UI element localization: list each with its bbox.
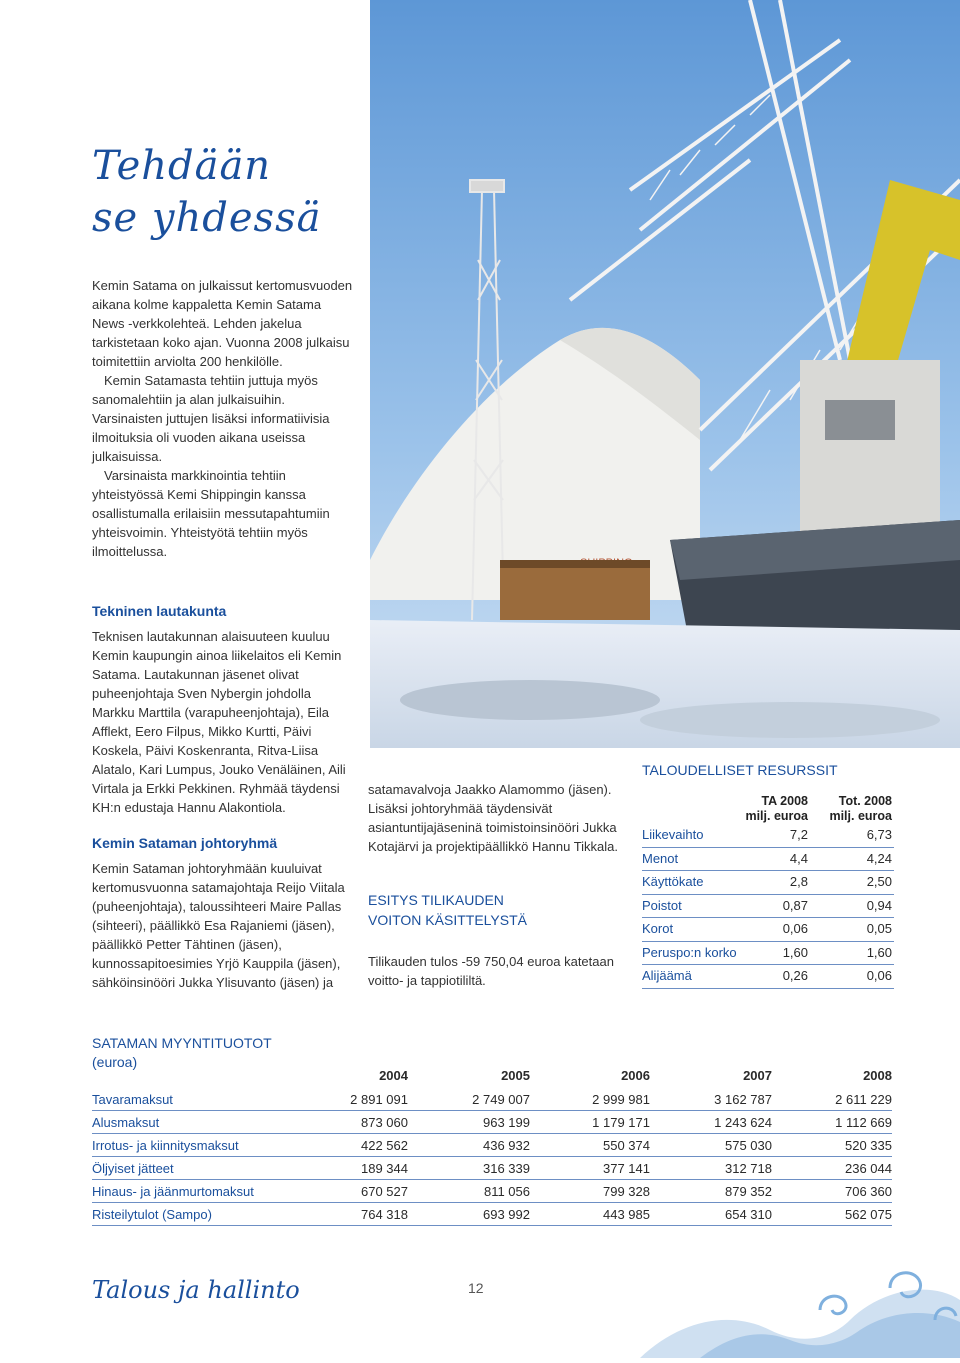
sales-row-label: Risteilytulot (Sampo) bbox=[92, 1207, 212, 1222]
warehouse bbox=[500, 560, 650, 620]
sales-row bbox=[92, 1088, 892, 1111]
ta-value: 4,4 bbox=[789, 850, 808, 866]
tot-value: 0,06 bbox=[866, 968, 892, 983]
ta-value: 7,2 bbox=[789, 827, 808, 842]
technical-committee-heading: Tekninen lautakunta bbox=[92, 603, 227, 619]
tot-2008-unit: milj. euroa bbox=[829, 809, 892, 823]
sales-value: 811 056 bbox=[483, 1184, 530, 1199]
sales-value: 422 562 bbox=[361, 1138, 408, 1153]
sales-value: 443 985 bbox=[603, 1207, 650, 1222]
sales-value: 436 932 bbox=[483, 1138, 530, 1153]
sales-value: 312 718 bbox=[725, 1161, 772, 1176]
tot-value: 0,05 bbox=[866, 921, 892, 936]
sales-value: 2 611 229 bbox=[835, 1092, 892, 1107]
section-title-footer: Talous ja hallinto bbox=[92, 1276, 300, 1304]
sales-value: 799 328 bbox=[603, 1184, 650, 1199]
sales-value: 550 374 bbox=[603, 1138, 650, 1153]
middle-column bbox=[368, 780, 618, 990]
intro-paragraph-1: Kemin Satama on julkaissut kertomusvuoden aikana kolme kappaletta Kemin Satama News -verkkolehteä. Lehden jakelua tarkistetaan koko ajan. Vuonna 2008 julkaisu toimitettiin arviolta 200 henkilölle. bbox=[92, 278, 353, 369]
harbour-photo bbox=[370, 0, 960, 748]
sales-value: 963 199 bbox=[483, 1115, 530, 1130]
row-label: Peruspo:n korko bbox=[642, 944, 737, 960]
ta-value: 0,26 bbox=[782, 968, 808, 983]
sales-value: 3 162 787 bbox=[714, 1092, 772, 1107]
financial-resources-heading: TALOUDELLISET RESURSSIT bbox=[642, 762, 838, 778]
ta-value: 2,8 bbox=[789, 874, 808, 889]
wave-icon bbox=[640, 1240, 960, 1358]
wave-decoration bbox=[640, 1240, 960, 1358]
resources-column-headers bbox=[642, 794, 894, 824]
resources-row bbox=[642, 965, 894, 989]
page-number: 12 bbox=[468, 1280, 484, 1296]
management-board-heading: Kemin Sataman johtoryhmä bbox=[92, 835, 278, 851]
row-label: Liikevaihto bbox=[642, 827, 704, 842]
sales-value: 575 030 bbox=[725, 1138, 772, 1153]
row-label: Käyttökate bbox=[642, 874, 704, 889]
resources-row bbox=[642, 824, 894, 848]
sales-heading-line-1: SATAMAN MYYNTITUOTOT bbox=[92, 1035, 272, 1051]
sales-row-label: Hinaus- ja jäänmurtomaksut bbox=[92, 1184, 254, 1199]
sales-row bbox=[92, 1157, 892, 1180]
sales-value: 879 352 bbox=[725, 1184, 772, 1199]
row-label: Alijäämä bbox=[642, 968, 692, 983]
sales-row bbox=[92, 1134, 892, 1157]
technical-committee-section bbox=[92, 602, 354, 817]
year-header-row bbox=[92, 1066, 892, 1088]
row-label: Korot bbox=[642, 921, 674, 936]
sales-value: 562 075 bbox=[845, 1207, 892, 1222]
sales-value: 1 243 624 bbox=[714, 1115, 772, 1130]
resources-row bbox=[642, 871, 894, 895]
sales-value: 873 060 bbox=[361, 1115, 408, 1130]
intro-text bbox=[92, 276, 354, 561]
crane-cabin bbox=[800, 360, 940, 550]
tot-value: 2,50 bbox=[866, 874, 892, 889]
resources-row bbox=[642, 918, 894, 942]
sales-value: 764 318 bbox=[361, 1207, 408, 1222]
year-header: 2007 bbox=[743, 1068, 772, 1083]
cabin-window bbox=[825, 400, 895, 440]
profit-heading-line-1: ESITYS TILIKAUDEN bbox=[368, 892, 504, 908]
tot-2008-label: Tot. 2008 bbox=[838, 794, 892, 808]
sales-value: 520 335 bbox=[845, 1138, 892, 1153]
ta-2008-header bbox=[745, 794, 808, 824]
ta-value: 0,87 bbox=[782, 897, 808, 913]
title-line-1: Tehdään bbox=[92, 143, 272, 189]
sales-value: 693 992 bbox=[483, 1207, 530, 1222]
sales-value: 2 999 981 bbox=[592, 1092, 650, 1107]
resources-row bbox=[642, 942, 894, 966]
harbour-scene bbox=[370, 0, 960, 748]
sales-row bbox=[92, 1180, 892, 1203]
resources-row bbox=[642, 895, 894, 919]
tot-value: 0,94 bbox=[866, 897, 892, 913]
management-board-section bbox=[92, 834, 354, 992]
warehouse-roof bbox=[500, 560, 650, 568]
sales-value: 706 360 bbox=[845, 1184, 892, 1199]
tot-value: 4,24 bbox=[866, 850, 892, 866]
ta-value: 0,06 bbox=[782, 921, 808, 936]
year-header: 2004 bbox=[379, 1068, 408, 1083]
profit-heading-line-2: VOITON KÄSITTELYSTÄ bbox=[368, 912, 527, 928]
tot-2008-header bbox=[829, 794, 892, 824]
sales-value: 189 344 bbox=[361, 1161, 408, 1176]
resources-row bbox=[642, 848, 894, 872]
sales-value: 236 044 bbox=[845, 1161, 892, 1176]
snow-shadow bbox=[400, 680, 660, 720]
year-header: 2006 bbox=[621, 1068, 650, 1083]
row-label: Menot bbox=[642, 850, 679, 866]
title-line-2: se yhdessä bbox=[92, 195, 322, 241]
sales-row bbox=[92, 1111, 892, 1134]
tot-value: 6,73 bbox=[866, 827, 892, 842]
board-continued-text: satamavalvoja Jaakko Alamommo (jäsen). Lisäksi johtoryhmää täydensivät asiantuntijajäseninä toimistoinsinööri Jukka Kotajärvi ja projektipäällikkö Hannu Tikkala. bbox=[368, 782, 619, 854]
year-header: 2005 bbox=[501, 1068, 530, 1083]
sales-value: 1 112 669 bbox=[835, 1115, 892, 1130]
sales-value: 654 310 bbox=[725, 1207, 772, 1222]
year-header: 2008 bbox=[863, 1068, 892, 1083]
sales-value: 2 891 091 bbox=[350, 1092, 408, 1107]
page-title bbox=[92, 140, 321, 244]
sales-row-label: Irrotus- ja kiinnitysmaksut bbox=[92, 1138, 239, 1153]
result-text: Tilikauden tulos -59 750,04 euroa katetaan voitto- ja tappiotililtä. bbox=[368, 954, 614, 988]
sales-value: 1 179 171 bbox=[592, 1115, 650, 1130]
sales-row-label: Alusmaksut bbox=[92, 1115, 160, 1130]
snow-shadow-2 bbox=[640, 702, 940, 738]
management-board-text: Kemin Sataman johtoryhmään kuuluivat kertomusvuonna satamajohtaja Reijo Viitala (puheenjohtaja), taloussihteeri Maire Pallas (sihteeri), päällikkö Esa Rajaniemi (jäsen), päällikkö Petter Tähtinen (jäsen), kunnossapitoesimies Yrjö Kauppila (jäsen), sähköinsinööri Jukka Ylisuvanto (jäsen) ja bbox=[92, 861, 345, 990]
sales-value: 670 527 bbox=[361, 1184, 408, 1199]
sales-revenue-table bbox=[92, 1034, 892, 1226]
ta-value: 1,60 bbox=[782, 944, 808, 960]
sales-value: 2 749 007 bbox=[472, 1092, 530, 1107]
ta-2008-unit: milj. euroa bbox=[745, 809, 808, 823]
sales-row bbox=[92, 1203, 892, 1226]
intro-paragraph-2: Kemin Satamasta tehtiin juttuja myös sanomalehtiin ja alan julkaisuihin. Varsinaisten juttujen lisäksi informatiivisia ilmoituksia oli vuoden aikana useissa julkaisuissa. bbox=[92, 373, 330, 464]
tot-value: 1,60 bbox=[866, 944, 892, 960]
intro-paragraph-3: Varsinaista markkinointia tehtiin yhteistyössä Kemi Shippingin kanssa osallistumalla erilaisiin messutapahtumiin yhteisvoimin. Yhteistyötä tehtiin myös ilmoittelussa. bbox=[92, 468, 330, 559]
financial-resources-table bbox=[642, 762, 894, 989]
sales-row-label: Tavaramaksut bbox=[92, 1092, 173, 1107]
sales-value: 316 339 bbox=[483, 1161, 530, 1176]
sales-row-label: Öljyiset jätteet bbox=[92, 1161, 174, 1176]
sales-heading-line-2: (euroa) bbox=[92, 1054, 138, 1070]
technical-committee-text: Teknisen lautakunnan alaisuuteen kuuluu Kemin kaupungin ainoa liikelaitos eli Kemin Satama. Lautakunnan jäsenet olivat puheenjohtaja Sven Nybergin johdolla Markku Marttila (varapuheenjohtaja), Eila Afflekt, Eero Filpus, Mikko Kurtti, Päivi Koskela, Päivi Koskenranta, Ritva-Liisa Alatalo, Kari Lumpus, Jouko Venäläinen, Aili Virtala ja Erkki Pekkinen. Ryhmää täydensi KH:n edustaja Hannu Alakontiola. bbox=[92, 629, 346, 815]
ta-2008-label: TA 2008 bbox=[761, 794, 808, 808]
row-label: Poistot bbox=[642, 897, 682, 913]
sales-value: 377 141 bbox=[603, 1161, 650, 1176]
